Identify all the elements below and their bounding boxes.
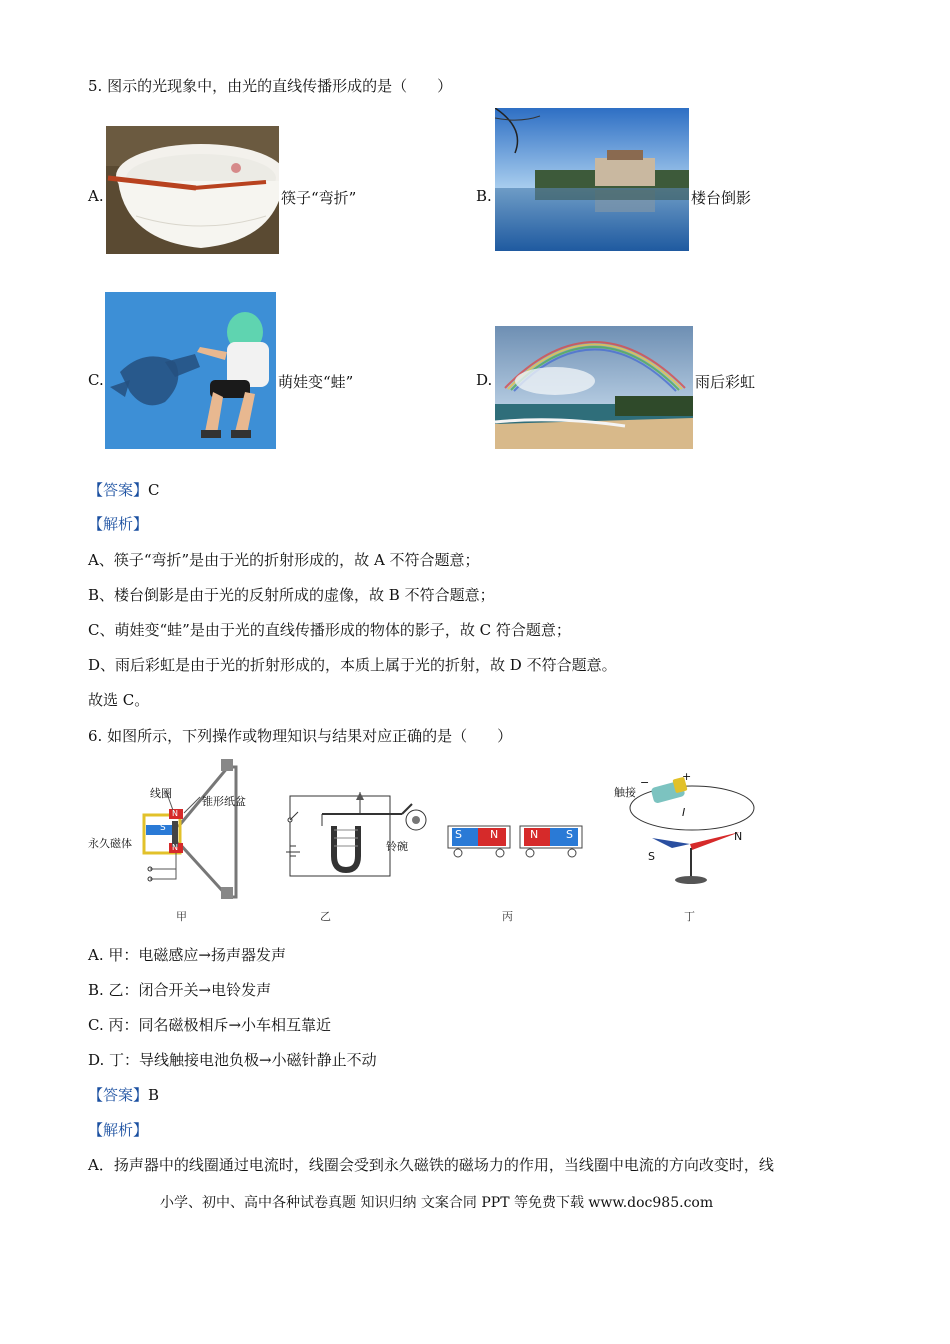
- jia-n-bottom: N: [172, 843, 178, 852]
- jia-magnet-label: 永久磁体: [88, 837, 132, 850]
- q6-answer: B: [148, 1086, 160, 1104]
- q5-answer: C: [148, 481, 160, 499]
- figure-yi-electric-bell: [282, 786, 432, 898]
- q5-analysis-b: B、楼台倒影是由于光的反射所成的虚像，故 B 不符合题意；: [88, 586, 495, 604]
- figure-ding-compass: [612, 770, 762, 890]
- ding-s: S: [648, 850, 655, 863]
- figure-jia-label: 甲: [176, 910, 187, 923]
- q6-option-c: C. 丙：同名磁极相斥→小车相互靠近: [88, 1016, 332, 1034]
- q6-analysis-a: A．扬声器中的线圈通过电流时，线圈会受到永久磁铁的磁场力的作用，当线圈中电流的方向改变时，线: [88, 1156, 774, 1174]
- photo-rainbow: [495, 326, 693, 449]
- q6-stem: 6. 如图所示，下列操作或物理知识与结果对应正确的是（ ）: [88, 727, 513, 745]
- bing-s1: S: [455, 828, 462, 841]
- q5-option-c-caption: 萌娃变“蛙”: [278, 373, 354, 391]
- ding-touch-label: 触接: [614, 786, 636, 799]
- q5-option-d-caption: 雨后彩虹: [695, 373, 756, 391]
- q5-analysis-c: C、萌娃变“蛙”是由于光的直线传播形成的物体的影子，故 C 符合题意；: [88, 621, 571, 639]
- figure-bing-magnet-carts: [446, 824, 586, 860]
- q6-answer-label: 【答案】: [88, 1086, 149, 1104]
- q5-answer-line: [88, 480, 160, 500]
- q6-analysis-label: 【解析】: [88, 1121, 149, 1139]
- ding-current: I: [682, 806, 686, 819]
- q5-answer-label: 【答案】: [88, 481, 149, 499]
- figure-bing-label: 丙: [502, 910, 513, 923]
- jia-cone-label: 锥形纸盆: [202, 795, 246, 808]
- yi-bowl-label: 铃碗: [386, 840, 408, 853]
- page-footer: 小学、初中、高中各种试卷真题 知识归纳 文案合同 PPT 等免费下载 www.doc985.com: [160, 1195, 714, 1211]
- q6-option-a: A. 甲：电磁感应→扬声器发声: [88, 946, 286, 964]
- photo-child-frog-shadow: [105, 292, 276, 449]
- bing-s2: S: [566, 828, 573, 841]
- jia-s: S: [160, 823, 166, 833]
- jia-n-top: N: [172, 809, 178, 818]
- q5-option-a-letter: A.: [88, 187, 104, 205]
- q5-analysis-label: 【解析】: [88, 515, 149, 533]
- q5-option-c-letter: C.: [88, 371, 104, 389]
- figure-ding-label: 丁: [684, 910, 695, 923]
- q5-analysis-conclusion: 故选 C。: [88, 691, 150, 709]
- q5-option-b-caption: 楼台倒影: [691, 189, 752, 207]
- q5-option-b-letter: B.: [476, 187, 492, 205]
- figure-jia-speaker: [88, 757, 268, 907]
- photo-chopsticks-bowl: [106, 126, 279, 254]
- bing-n1: N: [490, 828, 499, 841]
- bing-n2: N: [530, 828, 539, 841]
- ding-plus: +: [682, 770, 692, 783]
- figure-yi-label: 乙: [320, 910, 331, 923]
- q5-option-d-letter: D.: [476, 371, 493, 389]
- q5-stem: 5. 图示的光现象中，由光的直线传播形成的是（ ）: [88, 77, 453, 95]
- q5-option-a-caption: 筷子“弯折”: [281, 189, 357, 207]
- jia-coil-label: 线圈: [150, 787, 172, 800]
- photo-building-reflection: [495, 108, 689, 251]
- q6-answer-line: [88, 1085, 159, 1105]
- q6-option-b: B. 乙：闭合开关→电铃发声: [88, 981, 272, 999]
- q6-option-d: D. 丁：导线触接电池负极→小磁针静止不动: [88, 1051, 377, 1069]
- ding-n: N: [734, 830, 743, 843]
- ding-minus: −: [640, 776, 650, 789]
- q5-analysis-d: D、雨后彩虹是由于光的折射形成的，本质上属于光的折射，故 D 不符合题意。: [88, 656, 617, 674]
- q5-analysis-a: A、筷子“弯折”是由于光的折射形成的，故 A 不符合题意；: [88, 551, 480, 569]
